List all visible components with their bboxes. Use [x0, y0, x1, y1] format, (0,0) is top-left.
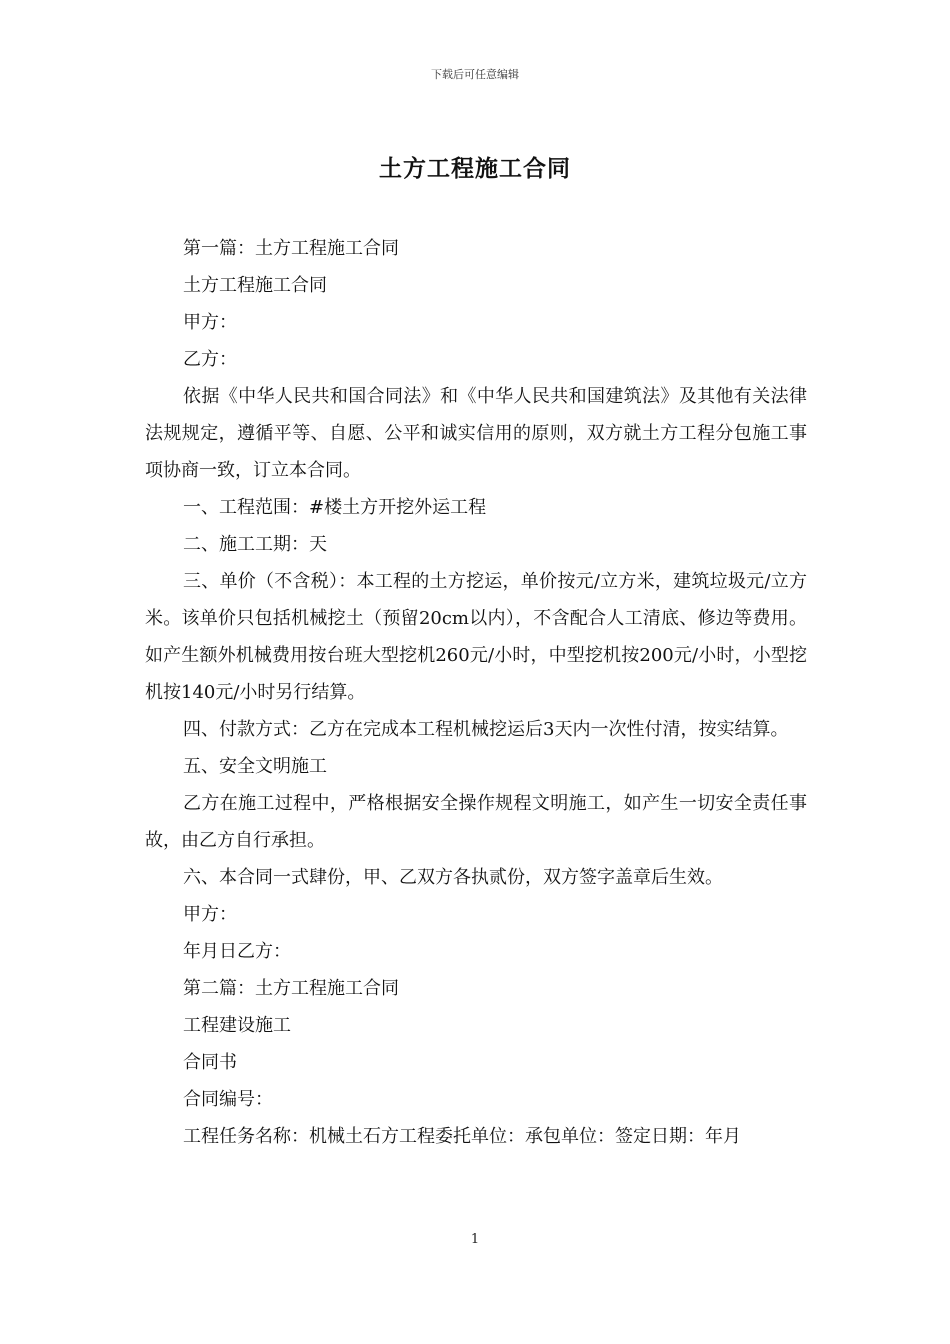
page-number: 1 [470, 1232, 480, 1247]
paragraph: 合同编号： [183, 1089, 273, 1110]
paragraph: 合同书 [183, 1052, 237, 1073]
paragraph: 依据《中华人民共和国合同法》和《中华人民共和国建筑法》及其他有关法律法规规定，遵循平等、自愿、公平和诚实信用的原则，双方就土方工程分包施工事项协商一致，订立本合同。 [145, 386, 807, 481]
paragraph: 三、单价（不含税）：本工程的土方挖运，单价按元/立方米，建筑垃圾元/立方米。该单价只包括机械挖土（预留20cm以内），不含配合人工清底、修边等费用。如产生额外机械费用按台班大型挖机260元/小时，中型挖机按200元/小时，小型挖机按140元/小时另行结算。 [145, 571, 807, 703]
paragraph: 一、工程范围：#楼土方开挖外运工程 [183, 497, 487, 518]
paragraph: 乙方在施工过程中，严格根据安全操作规程文明施工，如产生一切安全责任事故，由乙方自行承担。 [145, 793, 807, 851]
paragraph: 五、安全文明施工 [183, 756, 327, 777]
header-note: 下载后可任意编辑 [431, 68, 519, 81]
paragraph: 乙方： [183, 349, 237, 370]
document-title: 土方工程施工合同 [379, 156, 571, 182]
paragraph: 第一篇：土方工程施工合同 [183, 238, 399, 259]
paragraph: 工程任务名称：机械土石方工程委托单位：承包单位：签定日期：年月 [183, 1126, 741, 1147]
paragraph: 第二篇：土方工程施工合同 [183, 978, 399, 999]
paragraph: 年月日乙方： [183, 941, 291, 962]
paragraph: 二、施工工期：天 [183, 534, 327, 555]
paragraph: 四、付款方式：乙方在完成本工程机械挖运后3天内一次性付清，按实结算。 [183, 719, 789, 740]
paragraph: 甲方： [183, 312, 237, 333]
paragraph: 土方工程施工合同 [183, 275, 327, 296]
paragraph: 甲方： [183, 904, 237, 925]
document-body [145, 230, 807, 1155]
paragraph: 六、本合同一式肆份，甲、乙双方各执贰份，双方签字盖章后生效。 [183, 867, 723, 888]
paragraph: 工程建设施工 [183, 1015, 291, 1036]
